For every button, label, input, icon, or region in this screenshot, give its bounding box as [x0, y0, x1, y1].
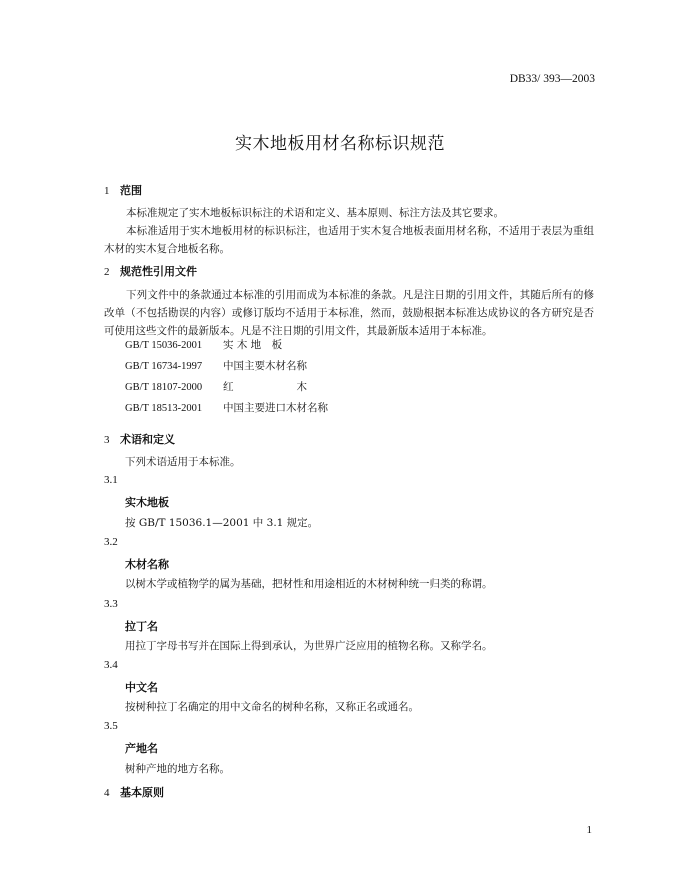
- term-number: 3.1: [104, 474, 118, 486]
- term-name: 实木地板: [125, 496, 169, 509]
- term-definition: 以树木学或植物学的属为基础，把材性和用途相近的木材树种统一归类的称谓。: [125, 578, 493, 590]
- reference-code: GB/T 18513-2001: [125, 403, 203, 414]
- section-number: 1: [104, 185, 110, 197]
- reference-row: [125, 379, 307, 394]
- reference-name: 实 木 地 板: [223, 339, 283, 351]
- section-title: 术语和定义: [120, 433, 175, 446]
- section-4-heading: [104, 784, 164, 800]
- section-title: 规范性引用文件: [120, 265, 197, 278]
- term-definition: 按树种拉丁名确定的用中文命名的树种名称，又称正名或通名。: [125, 701, 419, 713]
- section-3-intro: 下列术语适用于本标准。: [125, 456, 241, 468]
- reference-row: [125, 358, 307, 373]
- section-1-paragraph-1: 本标准规定了实木地板标识标注的术语和定义、基本原则、标注方法及其它要求。: [126, 207, 505, 219]
- term-name: 产地名: [125, 742, 158, 755]
- standard-number: DB33/ 393—2003: [509, 73, 595, 85]
- section-number: 2: [104, 266, 110, 278]
- section-2-heading: [104, 263, 197, 279]
- term-definition: 用拉丁字母书写并在国际上得到承认，为世界广泛应用的植物名称。又称学名。: [125, 640, 493, 652]
- reference-code: GB/T 15036-2001: [125, 340, 203, 351]
- term-definition: 树种产地的地方名称。: [125, 763, 230, 775]
- page-number: 1: [586, 824, 592, 836]
- term-number: 3.4: [104, 659, 118, 671]
- section-2-paragraph-1: 下列文件中的条款通过本标准的引用而成为本标准的条款。凡是注日期的引用文件，其随后所有的修改单（不包括勘误的内容）或修订版均不适用于本标准，然而，鼓励根据本标准达成协议的各方研究是否可使用这些文件的最新版本。凡是不注日期的引用文件，其最新版本适用于本标准。: [104, 289, 594, 337]
- term-number: 3.2: [104, 536, 118, 548]
- document-title: 实木地板用材名称标识规范: [235, 134, 445, 154]
- reference-code: GB/T 18107-2000: [125, 382, 203, 393]
- reference-code: GB/T 16734-1997: [125, 361, 203, 372]
- section-1-heading: [104, 182, 142, 198]
- term-number: 3.5: [104, 720, 118, 732]
- reference-row: [125, 337, 282, 352]
- section-number: 3: [104, 434, 110, 446]
- term-name: 中文名: [125, 681, 158, 694]
- section-title: 基本原则: [120, 786, 164, 799]
- reference-name: 红 木: [223, 381, 307, 393]
- term-definition: 按 GB/T 15036.1—2001 中 3.1 规定。: [125, 517, 319, 529]
- reference-name: 中国主要进口木材名称: [223, 402, 328, 414]
- term-number: 3.3: [104, 598, 118, 610]
- term-name: 拉丁名: [125, 620, 158, 633]
- section-number: 4: [104, 787, 110, 799]
- section-3-heading: [104, 431, 175, 447]
- section-1-paragraph-2: 本标准适用于实木地板用材的标识标注，也适用于实木复合地板表面用材名称，不适用于表层为重组木材的实木复合地板名称。: [104, 225, 594, 255]
- section-title: 范围: [120, 184, 142, 197]
- term-name: 木材名称: [125, 558, 169, 571]
- reference-name: 中国主要木材名称: [223, 360, 307, 372]
- reference-row: [125, 400, 328, 415]
